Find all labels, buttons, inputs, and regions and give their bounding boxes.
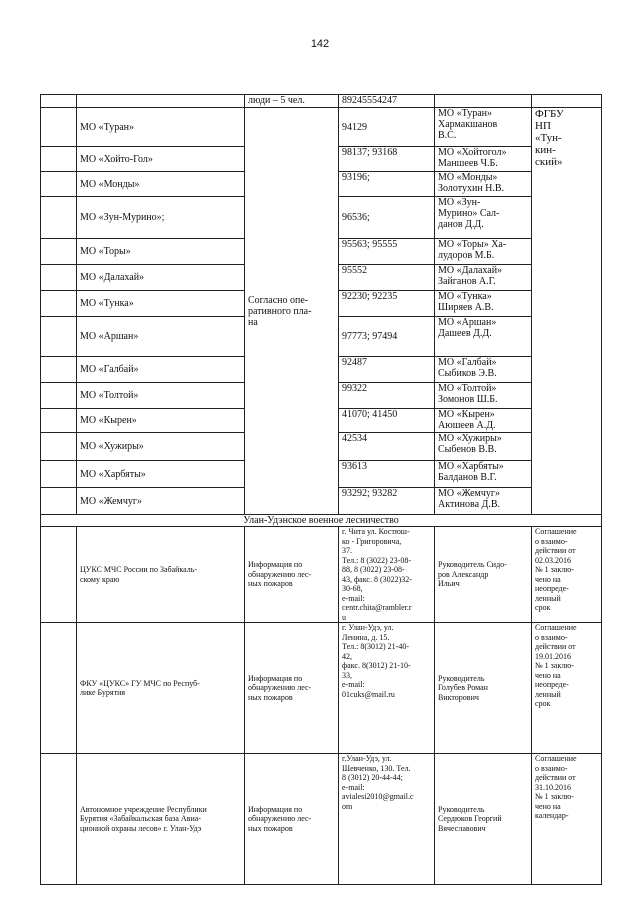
cell-org-info: Информация по обнаружению лес- ных пожаров — [245, 527, 339, 623]
cell-mo-name: МО «Толтой» — [77, 383, 245, 409]
cell-empty — [41, 265, 77, 291]
cell-mo-head: МО «Зун- Мурино» Сал- данов Д.Д. — [435, 197, 532, 239]
cell-mo-head: МО «Толтой» Зомонов Ш.Б. — [435, 383, 532, 409]
cell-empty — [435, 95, 532, 108]
cell-mo-name: МО «Тунка» — [77, 291, 245, 317]
cell-empty — [41, 317, 77, 357]
cell-org-agreement: Соглашение о взаимо- действии от 19.01.2016 № 1 заклю- чено на неопреде- ленный срок — [532, 623, 602, 754]
cell-empty — [77, 95, 245, 108]
cell-org-name: ФКУ «ЦУКС» ГУ МЧС по Респуб- лике Бурятия — [77, 623, 245, 754]
cell-mo-name: МО «Торы» — [77, 239, 245, 265]
cell-mo-phone: 42534 — [339, 433, 435, 461]
cell-empty — [41, 291, 77, 317]
cell-mo-head: МО «Хужиры» Сыбенов В.В. — [435, 433, 532, 461]
cell-phone: 89245554247 — [339, 95, 435, 108]
cell-mo-head: МО «Монды» Золотухин Н.В. — [435, 172, 532, 197]
section-title: Улан-Удэнское военное лесничество — [41, 515, 602, 527]
cell-empty — [41, 147, 77, 172]
cell-mo-phone: 93292; 93282 — [339, 488, 435, 515]
table-row-top — [41, 95, 602, 108]
cell-empty — [41, 357, 77, 383]
cell-empty — [41, 409, 77, 433]
cell-org-agreement: Соглашение о взаимо- действии от 31.10.2016 № 1 заклю- чено на календар- — [532, 754, 602, 885]
cell-mo-name: МО «Кырен» — [77, 409, 245, 433]
cell-mo-head: МО «Кырен» Аюшеев А.Д. — [435, 409, 532, 433]
cell-empty — [41, 623, 77, 754]
cell-mo-phone: 94129 — [339, 108, 435, 147]
cell-mo-head: МО «Жемчуг» Актинова Д.В. — [435, 488, 532, 515]
cell-empty — [532, 95, 602, 108]
cell-mo-head: МО «Харбяты» Балданов В.Г. — [435, 461, 532, 488]
cell-mo-phone: 92230; 92235 — [339, 291, 435, 317]
cell-org-name: ЦУКС МЧС России по Забайкаль- скому краю — [77, 527, 245, 623]
cell-org-head: Руководитель Сердюков Георгий Вячеславович — [435, 754, 532, 885]
cell-mo-name: МО «Харбяты» — [77, 461, 245, 488]
cell-empty — [41, 95, 77, 108]
cell-mo-name: МО «Хойто-Гол» — [77, 147, 245, 172]
cell-empty — [41, 197, 77, 239]
cell-mo-name: МО «Далахай» — [77, 265, 245, 291]
cell-mo-phone: 98137; 93168 — [339, 147, 435, 172]
main-table — [40, 94, 602, 885]
cell-mo-name: МО «Монды» — [77, 172, 245, 197]
cell-mo-name: МО «Хужиры» — [77, 433, 245, 461]
cell-empty — [41, 488, 77, 515]
cell-org-contacts: г. Улан-Удэ, ул. Ленина, д. 15. Тел.: 8(3012) 21-40- 42, факс. 8(3012) 21-10- 33, e-mail: 01cuks@mail.ru — [339, 623, 435, 754]
cell-mo-head: МО «Тунка» Ширяев А.В. — [435, 291, 532, 317]
cell-org-head: Руководитель Сидо- ров Александр Ильич — [435, 527, 532, 623]
cell-mo-phone: 93613 — [339, 461, 435, 488]
cell-mo-name: МО «Зун-Мурино»; — [77, 197, 245, 239]
cell-mo-phone: 93196; — [339, 172, 435, 197]
cell-plan: Согласно опе- ративного пла- на — [245, 108, 339, 515]
cell-mo-head: МО «Хойтогол» Маншеев Ч.Б. — [435, 147, 532, 172]
cell-empty — [41, 754, 77, 885]
cell-mo-name: МО «Туран» — [77, 108, 245, 147]
cell-empty — [41, 433, 77, 461]
page-number: 142 — [310, 38, 330, 50]
cell-mo-name: МО «Жемчуг» — [77, 488, 245, 515]
cell-mo-phone: 95563; 95555 — [339, 239, 435, 265]
table-row-org — [41, 754, 602, 885]
cell-org-name: Автономное учреждение Республики Бурятия «Забайкальская база Авиа- ционной охраны лесов» г. Улан-Удэ — [77, 754, 245, 885]
cell-mo-phone: 96536; — [339, 197, 435, 239]
cell-mo-head: МО «Далахай» Зайганов А.Г. — [435, 265, 532, 291]
cell-mo-phone: 95552 — [339, 265, 435, 291]
cell-mo-phone: 99322 — [339, 383, 435, 409]
cell-people: люди – 5 чел. — [245, 95, 339, 108]
cell-org-info: Информация по обнаружению лес- ных пожаров — [245, 623, 339, 754]
cell-org-agreement: Соглашение о взаимо- действии от 02.03.2016 № 1 заклю- чено на неопреде- ленный срок — [532, 527, 602, 623]
table-row-org — [41, 527, 602, 623]
table-row-org — [41, 623, 602, 754]
cell-mo-head: МО «Туран» Хармакшанов В.С. — [435, 108, 532, 147]
cell-mo-phone: 41070; 41450 — [339, 409, 435, 433]
cell-mo-head: МО «Торы» Ха- лудоров М.Б. — [435, 239, 532, 265]
cell-mo-name: МО «Галбай» — [77, 357, 245, 383]
cell-mo-name: МО «Аршан» — [77, 317, 245, 357]
cell-empty — [41, 239, 77, 265]
table-row-mo — [41, 108, 602, 147]
cell-empty — [41, 383, 77, 409]
cell-org-info: Информация по обнаружению лес- ных пожаров — [245, 754, 339, 885]
cell-fgbu: ФГБУ НП «Тун- кин- ский» — [532, 108, 602, 515]
cell-org-contacts: г. Чита ул. Костюш- ко - Григоровича, 37. Тел.: 8 (3022) 23-08- 88, 8 (3022) 23-08- 43, факс. 8 (3022)32- 30-68, e-mail: centr.chita@rambler.r u — [339, 527, 435, 623]
table-row-section — [41, 515, 602, 527]
cell-empty — [41, 527, 77, 623]
cell-mo-phone: 97773; 97494 — [339, 317, 435, 357]
cell-mo-phone: 92487 — [339, 357, 435, 383]
cell-mo-head: МО «Аршан» Дашеев Д.Д. — [435, 317, 532, 357]
cell-empty — [41, 172, 77, 197]
table-body — [41, 95, 602, 885]
cell-mo-head: МО «Галбай» Сыбиков Э.В. — [435, 357, 532, 383]
cell-org-contacts: г.Улан-Удэ, ул. Шевченко, 130. Тел. 8 (3012) 20-44-44; e-mail: avialesi2010@gmail.c om — [339, 754, 435, 885]
cell-empty — [41, 461, 77, 488]
cell-empty — [41, 108, 77, 147]
cell-org-head: Руководитель Голубев Роман Викторович — [435, 623, 532, 754]
